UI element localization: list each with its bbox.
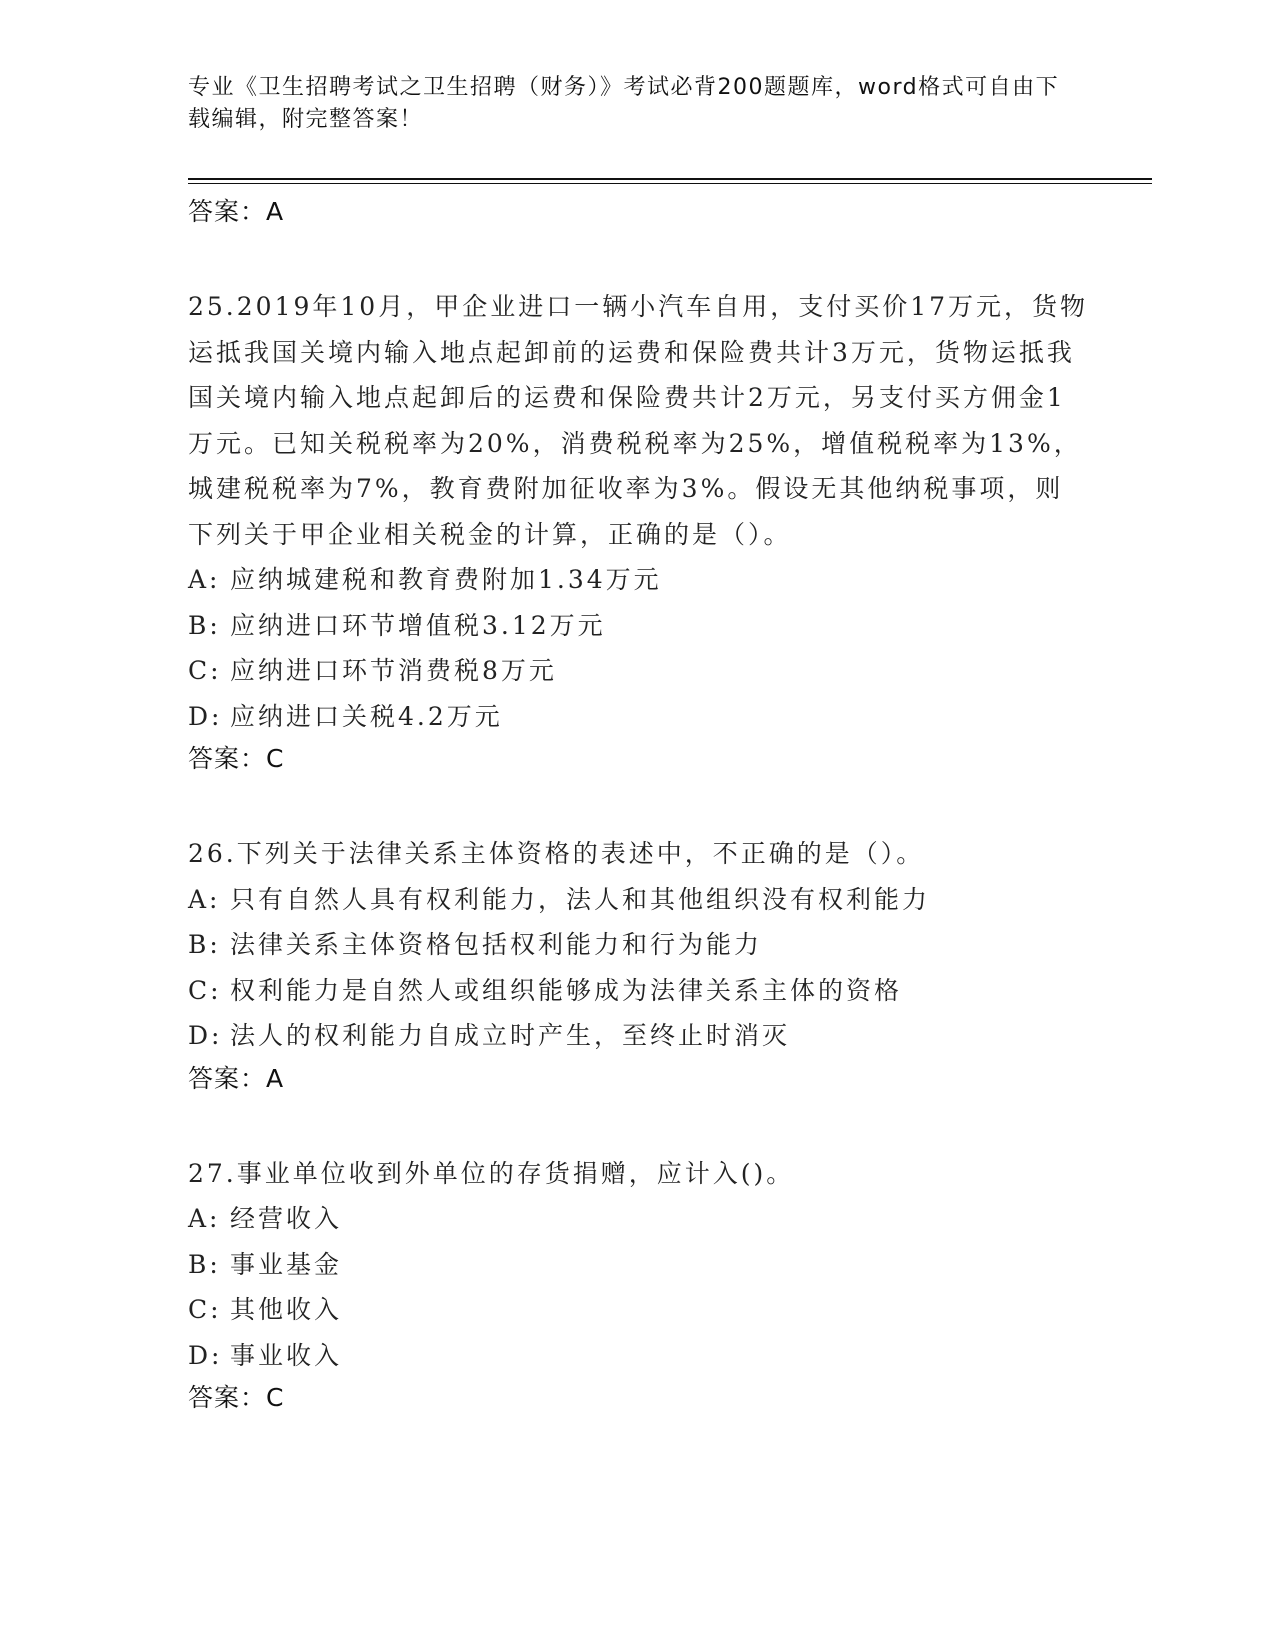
option-text: 应纳进口环节增值税3.12万元 (230, 610, 606, 640)
spacer (188, 1099, 1088, 1151)
question-answer: 答案：C (188, 1383, 285, 1412)
header-rule-thick (188, 178, 1152, 180)
option-c (188, 968, 1088, 1014)
option-letter: B: (188, 610, 221, 640)
option-text: 经营收入 (230, 1204, 343, 1233)
option-letter: A: (188, 1204, 221, 1233)
option-c (188, 1287, 1088, 1333)
option-a (188, 557, 1088, 603)
option-b (188, 922, 1088, 968)
option-text: 只有自然人具有权利能力，法人和其他组织没有权利能力 (230, 884, 931, 914)
option-text: 应纳进口环节消费税8万元 (230, 656, 557, 685)
option-letter: B: (188, 930, 221, 959)
option-d (188, 1013, 1088, 1059)
option-text: 应纳城建税和教育费附加1.34万元 (230, 565, 662, 594)
option-letter: C: (188, 975, 222, 1005)
spacer (188, 232, 1088, 284)
option-text: 事业收入 (230, 1340, 343, 1370)
option-letter: C: (188, 1295, 222, 1324)
option-letter: B: (188, 1249, 221, 1279)
option-b (188, 1242, 1088, 1288)
option-text: 应纳进口关税4.2万元 (230, 701, 503, 731)
question-stem: 27.事业单位收到外单位的存货捐赠，应计入()。 (188, 1158, 795, 1188)
option-letter: D: (188, 1340, 223, 1370)
option-text: 法人的权利能力自成立时产生，至终止时消灭 (230, 1021, 791, 1050)
option-letter: D: (188, 701, 223, 731)
option-text: 其他收入 (230, 1295, 343, 1324)
question-answer: 答案：A (188, 1063, 285, 1093)
option-text: 法律关系主体资格包括权利能力和行为能力 (230, 930, 763, 959)
option-b (188, 603, 1088, 649)
option-letter: A: (188, 565, 221, 594)
question-answer: 答案：C (188, 744, 285, 773)
header-rule-thin (188, 183, 1152, 184)
questions-content (188, 192, 1088, 1418)
question-stem: 26.下列关于法律关系主体资格的表述中，不正确的是（）。 (188, 839, 925, 868)
option-letter: C: (188, 656, 222, 685)
option-letter: A: (188, 884, 221, 914)
option-c (188, 648, 1088, 694)
option-text: 权利能力是自然人或组织能够成为法律关系主体的资格 (230, 975, 903, 1005)
option-d (188, 1333, 1088, 1379)
option-a (188, 877, 1088, 923)
spacer (188, 779, 1088, 831)
option-d (188, 694, 1088, 740)
option-a (188, 1196, 1088, 1242)
header-title: 专业《卫生招聘考试之卫生招聘（财务）》考试必背200题题库，word格式可自由下载编辑，附完整答案！ (188, 75, 1060, 132)
previous-answer: 答案：A (188, 197, 285, 226)
question-stem: 25.2019年10月，甲企业进口一辆小汽车自用，支付买价17万元，货物运抵我国关境内输入地点起卸前的运费和保险费共计3万元，货物运抵我国关境内输入地点起卸后的运费和保险费共计2万元，另支付买方佣金1万元。已知关税税率为20%，消费税税率为25%，增值税税率为13%，城建税税率为7%，教育费附加征收率为3%。假设无其他纳税事项，则下列关于甲企业相关税金的计算，正确的是（）。 (188, 292, 1089, 549)
option-letter: D: (188, 1021, 223, 1050)
option-text: 事业基金 (230, 1249, 343, 1279)
